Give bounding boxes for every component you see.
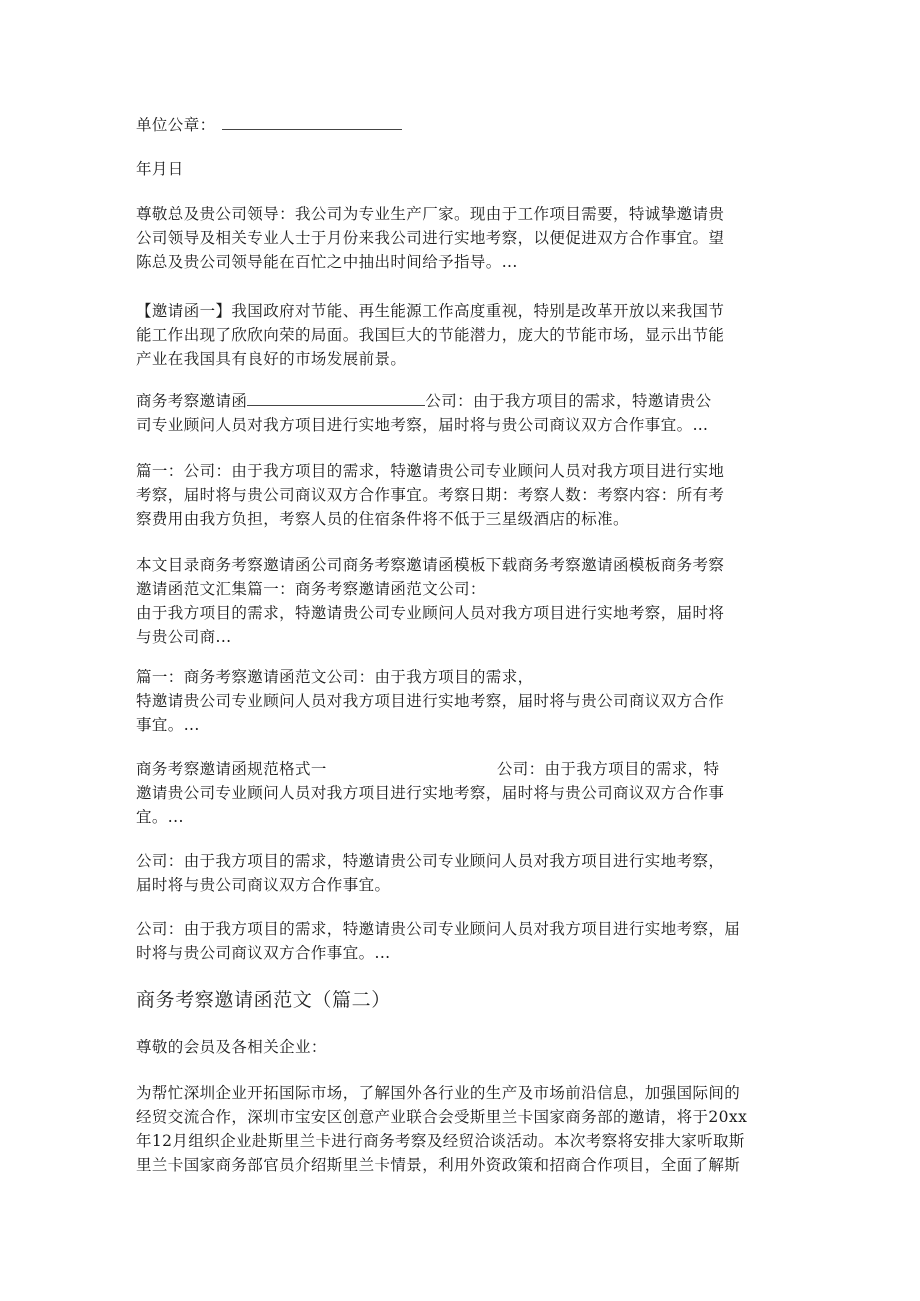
text-line: [136, 389, 786, 413]
date-line: 年月日: [136, 160, 184, 178]
paragraph-1: [136, 202, 786, 274]
text-line: [136, 757, 786, 781]
text-line: 为帮忙深圳企业开拓国际市场，了解国外各行业的生产及市场前沿信息，加强国际间的: [136, 1084, 741, 1102]
paragraph-6: [136, 665, 786, 737]
text-suffix: 公司：由于我方项目的需求，特: [496, 760, 720, 778]
text-line: 产业在我国具有良好的市场发展前景。: [136, 350, 407, 368]
text-line: 年12月组织企业赴斯里兰卡进行商务考察及经贸洽谈活动。本次考察将安排大家听取斯: [136, 1132, 745, 1150]
text-line: 由于我方项目的需求，特邀请贵公司专业顾问人员对我方项目进行实地考察，届时将: [136, 604, 725, 622]
paragraph-7: [136, 757, 786, 829]
paragraph-5: [136, 553, 786, 649]
text-line: 【邀请函一】我国政府对节能、再生能源工作高度重视，特别是改革开放以来我国节: [136, 302, 725, 320]
text-line: 里兰卡国家商务部官员介绍斯里兰卡情景，利用外资政策和招商合作项目，全面了解斯: [136, 1156, 741, 1174]
section-heading: 商务考察邀请函范文（篇二）: [136, 989, 391, 1011]
text-line: 陈总及贵公司领导能在百忙之中抽出时间给予指导。...: [136, 253, 518, 271]
text-line: 特邀请贵公司专业顾问人员对我方项目进行实地考察，届时将与贵公司商议双方合作: [136, 692, 725, 710]
text-line: 本文目录商务考察邀请函公司商务考察邀请函模板下载商务考察邀请函模板商务考察: [136, 556, 725, 574]
text-line: 公司领导及相关专业人士于月份来我公司进行实地考察，以便促进双方合作事宜。望: [136, 229, 725, 247]
paragraph-8: [136, 849, 786, 897]
text-line: 届时将与贵公司商议双方合作事宜。: [136, 876, 391, 894]
text-prefix: 商务考察邀请函: [136, 392, 248, 410]
text-line: 时将与贵公司商议双方合作事宜。...: [136, 944, 391, 962]
text-line: 司专业顾问人员对我方项目进行实地考察，届时将与贵公司商议双方合作事宜。…: [136, 416, 709, 434]
text-line: 与贵公司商...: [136, 628, 232, 646]
text-line: 宜。...: [136, 808, 184, 826]
text-line: 公司：由于我方项目的需求，特邀请贵公司专业顾问人员对我方项目进行实地考察，届: [136, 920, 741, 938]
text-line: 事宜。...: [136, 716, 200, 734]
text-line: 经贸交流合作，深圳市宝安区创意产业联合会受斯里兰卡国家商务部的邀请，将于20xx: [136, 1108, 748, 1126]
paragraph-9: [136, 917, 786, 965]
paragraph-2: [136, 299, 786, 371]
text-line: 篇一：公司：由于我方项目的需求，特邀请贵公司专业顾问人员对我方项目进行实地: [136, 462, 725, 480]
text-line: 考察，届时将与贵公司商议双方合作事宜。考察日期：考察人数：考察内容：所有考: [136, 486, 725, 504]
section-body: [136, 1081, 786, 1177]
greeting-line: 尊敬的会员及各相关企业：: [136, 1038, 327, 1056]
text-line: 尊敬总及贵公司领导：我公司为专业生产厂家。现由于工作项目需要，特诚挚邀请贵: [136, 205, 725, 223]
text-line: 邀请贵公司专业顾问人员对我方项目进行实地考察，届时将与贵公司商议双方合作事: [136, 784, 725, 802]
paragraph-4: [136, 459, 786, 531]
text-line: 邀请函范文汇集篇一：商务考察邀请函范文公司：: [136, 580, 486, 598]
text-line: 篇一：商务考察邀请函范文公司：由于我方项目的需求，: [136, 668, 534, 686]
company-blank: [247, 389, 425, 406]
text-line: 察费用由我方负担，考察人员的住宿条件将不低于三星级酒店的标准。: [136, 510, 629, 528]
text-line: 能工作出现了欣欣向荣的局面。我国巨大的节能潜力，庞大的节能市场，显示出节能: [136, 326, 725, 344]
seal-blank: [222, 113, 402, 130]
text-suffix: 公司：由于我方项目的需求，特邀请贵公: [425, 392, 712, 410]
text-prefix: 商务考察邀请函规范格式一: [136, 760, 327, 778]
paragraph-3: [136, 389, 786, 437]
text-line: 公司：由于我方项目的需求，特邀请贵公司专业顾问人员对我方项目进行实地考察，: [136, 852, 725, 870]
seal-line: [136, 113, 786, 137]
seal-label: 单位公章：: [136, 116, 216, 134]
